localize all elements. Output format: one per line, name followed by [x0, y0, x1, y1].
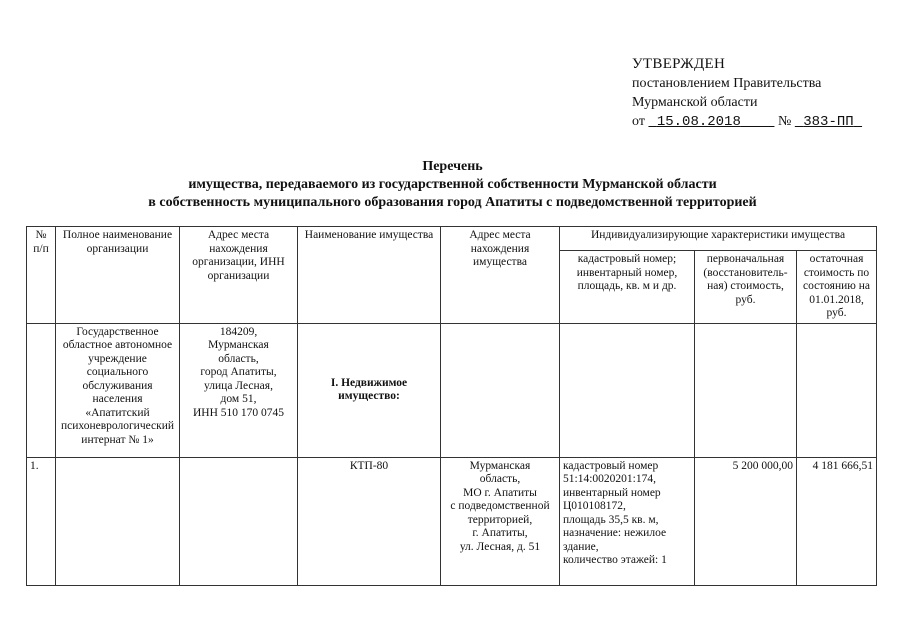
org-row: [27, 323, 877, 457]
number-label: №: [777, 114, 792, 129]
org-empty-cell-2: [560, 323, 695, 457]
table-row: [27, 457, 877, 585]
header-num: № п/п: [27, 227, 56, 324]
row-num: 1.: [27, 457, 56, 585]
approval-block: [632, 55, 862, 132]
title-line1: Перечень: [422, 159, 483, 174]
row-cadastral: кадастровый номер 51:14:0020201:174, инвентарный номер Ц010108172, площадь 35,5 кв. м, назначение: нежилое здание, количество этажей: 1: [560, 457, 695, 585]
org-empty-cell-4: [797, 323, 877, 457]
row-property-address: Мурманская область, МО г. Апатиты с подведомственной территорией, г. Апатиты, ул. Лесная, д. 51: [441, 457, 560, 585]
header-characteristics: Индивидуализирующие характеристики имущества: [560, 227, 877, 251]
header-property-address: Адрес места нахождения имущества: [441, 227, 560, 324]
from-label: от: [632, 114, 645, 129]
header-initial-cost: первоначальная (восстановитель-ная) стоимость, руб.: [695, 251, 797, 324]
property-table: [26, 226, 877, 586]
header-residual-cost: остаточная стоимость по состоянию на 01.01.2018, руб.: [797, 251, 877, 324]
row-org-address: [180, 457, 298, 585]
org-address-cell: 184209, Мурманская область, город Апатиты, улица Лесная, дом 51, ИНН 510 170 0745: [180, 323, 298, 457]
org-empty-cell-1: [441, 323, 560, 457]
approval-heading: УТВЕРЖДЕН: [632, 56, 726, 72]
approval-date-line: [632, 112, 862, 132]
header-cadastral: кадастровый номер; инвентарный номер, площадь, кв. м и др.: [560, 251, 695, 324]
org-num-cell: [27, 323, 56, 457]
row-property-name: КТП-80: [298, 457, 441, 585]
org-empty-cell-3: [695, 323, 797, 457]
row-org-name: [56, 457, 180, 585]
approval-line1: постановлением Правительства: [632, 76, 822, 91]
approval-date: 15.08.2018: [656, 114, 741, 130]
header-org-address: Адрес места нахождения организации, ИНН организации: [180, 227, 298, 324]
document-title: [0, 158, 905, 212]
header-org-name: Полное наименование организации: [56, 227, 180, 324]
approval-line2: Мурманской области: [632, 95, 758, 110]
header-property-name: Наименование имущества: [298, 227, 441, 324]
title-line3: в собственность муниципального образования город Апатиты с подведомственной территорией: [148, 195, 757, 210]
section-cell: I. Недвижимое имущество:: [298, 323, 441, 457]
org-name-cell: Государственное областное автономное учреждение социального обслуживания населения «Апатитский психоневрологический интернат № 1»: [56, 323, 180, 457]
title-line2: имущества, передаваемого из государственной собственности Мурманской области: [188, 177, 717, 192]
approval-number: 383-ПП: [803, 114, 854, 130]
row-initial-cost: 5 200 000,00: [695, 457, 797, 585]
row-residual-cost: 4 181 666,51: [797, 457, 877, 585]
header-row: [27, 227, 877, 251]
